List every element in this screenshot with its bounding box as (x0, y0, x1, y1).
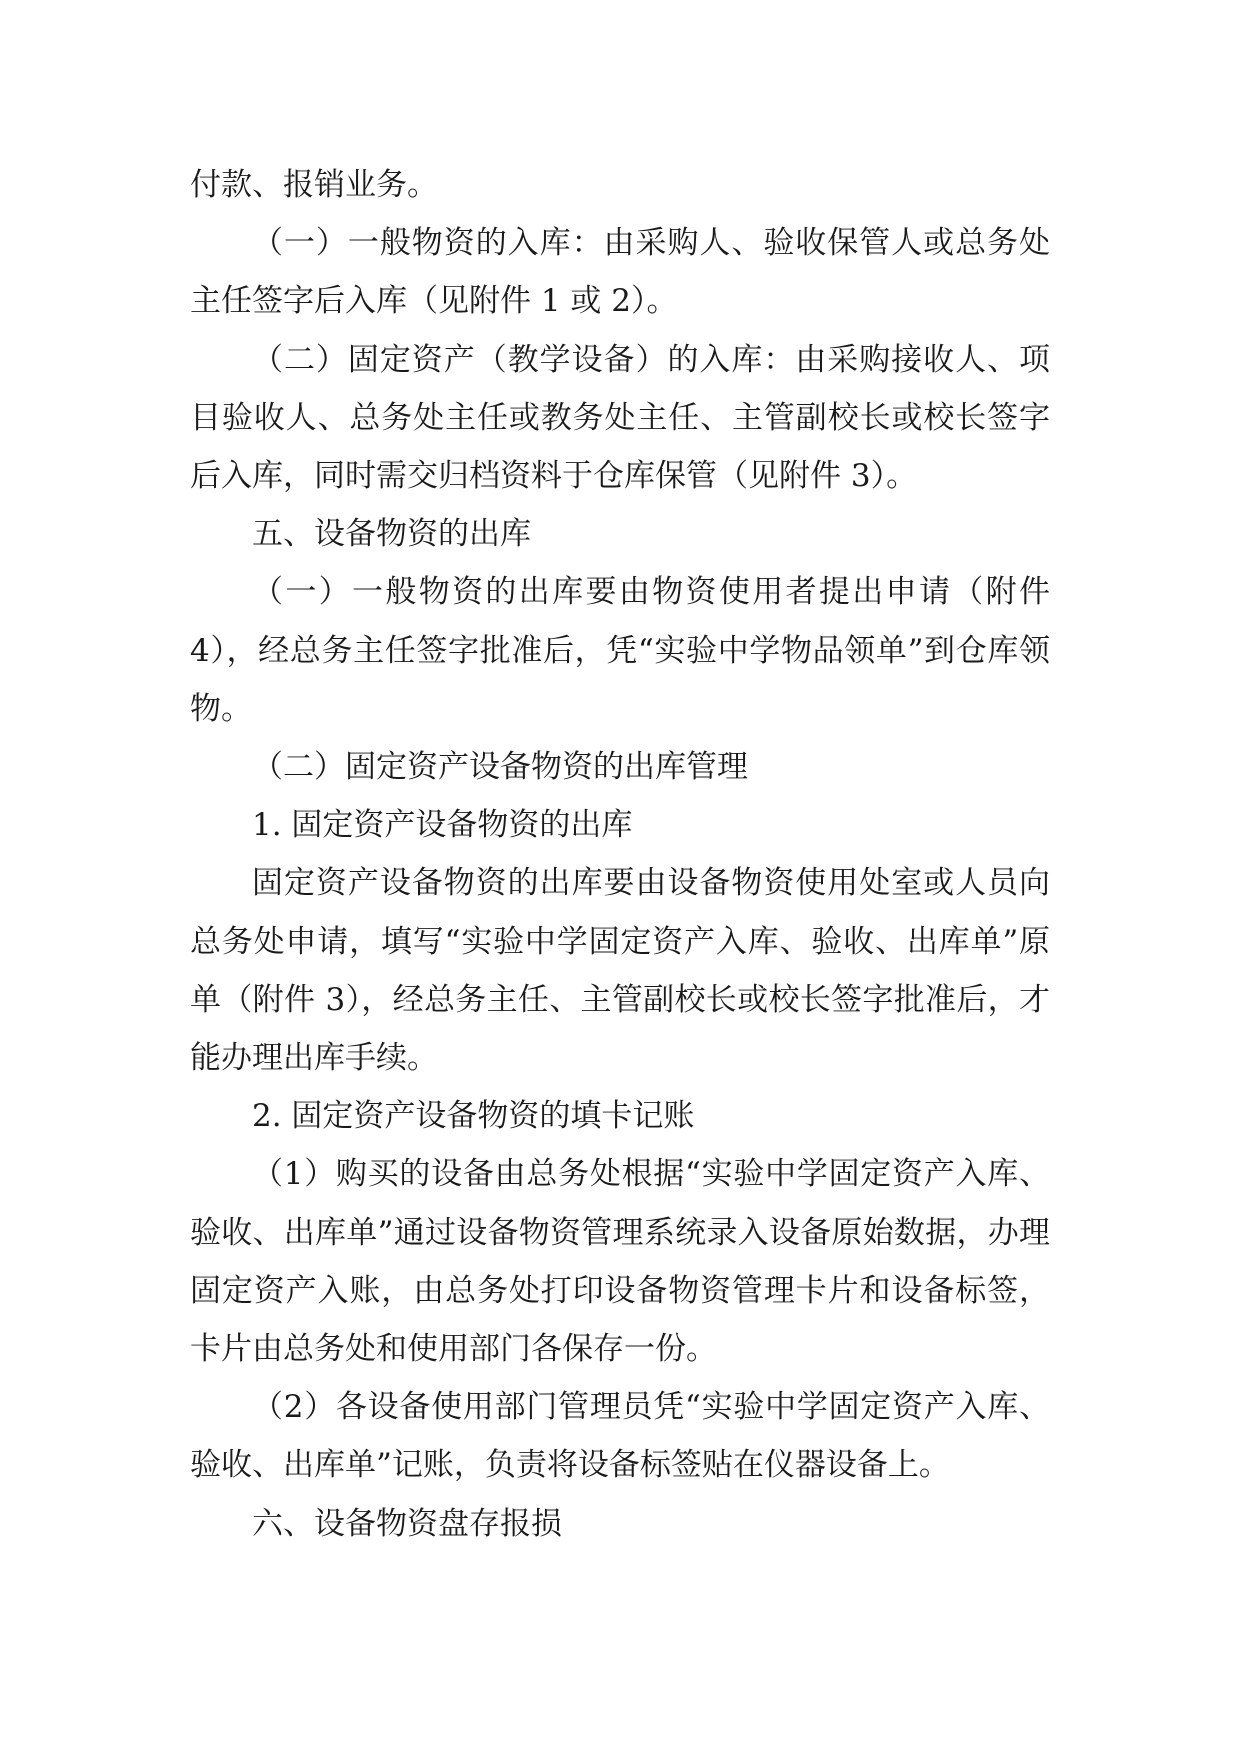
paragraph-fixed-assets-inbound: （二）固定资产（教学设备）的入库：由采购接收人、项目验收人、总务处主任或教务处主任、主管副校长或校长签字后入库，同时需交归档资料于仓库保管（见附件 3）。 (190, 341, 1050, 495)
paragraph-payment-continuation: 付款、报销业务。 (190, 167, 438, 203)
subheading-card-bookkeeping: 2. 固定资产设备物资的填卡记账 (252, 1098, 695, 1135)
document-body (190, 156, 1050, 1553)
subheading-fixed-assets-outbound: 1. 固定资产设备物资的出库 (252, 807, 633, 844)
paragraph-fixed-assets-outbound-procedure: 固定资产设备物资的出库要由设备物资使用处室或人员向总务处申请，填写“实验中学固定资产入库、验收、出库单”原单（附件 3），经总务主任、主管副校长或校长签字批准后，才能办理出库手续。 (190, 865, 1050, 1077)
section-heading-outbound: 五、设备物资的出库 (252, 516, 531, 553)
paragraph-general-goods-inbound: （一）一般物资的入库：由采购人、验收保管人或总务处主任签字后入库（见附件 1 或 2）。 (190, 225, 1050, 320)
paragraph-department-bookkeeping: （2）各设备使用部门管理员凭“实验中学固定资产入库、验收、出库单”记账，负责将设备标签贴在仪器设备上。 (190, 1389, 1050, 1484)
section-heading-inventory-loss: 六、设备物资盘存报损 (252, 1505, 562, 1542)
paragraph-purchased-equipment-entry: （1）购买的设备由总务处根据“实验中学固定资产入库、验收、出库单”通过设备物资管理系统录入设备原始数据，办理固定资产入账，由总务处打印设备物资管理卡片和设备标签，卡片由总务处和使用部门各保存一份。 (190, 1156, 1050, 1368)
subheading-fixed-assets-outbound-management: （二）固定资产设备物资的出库管理 (252, 749, 748, 786)
paragraph-general-goods-outbound: （一）一般物资的出库要由物资使用者提出申请（附件 4），经总务主任签字批准后，凭“实验中学物品领单”到仓库领物。 (190, 574, 1050, 727)
